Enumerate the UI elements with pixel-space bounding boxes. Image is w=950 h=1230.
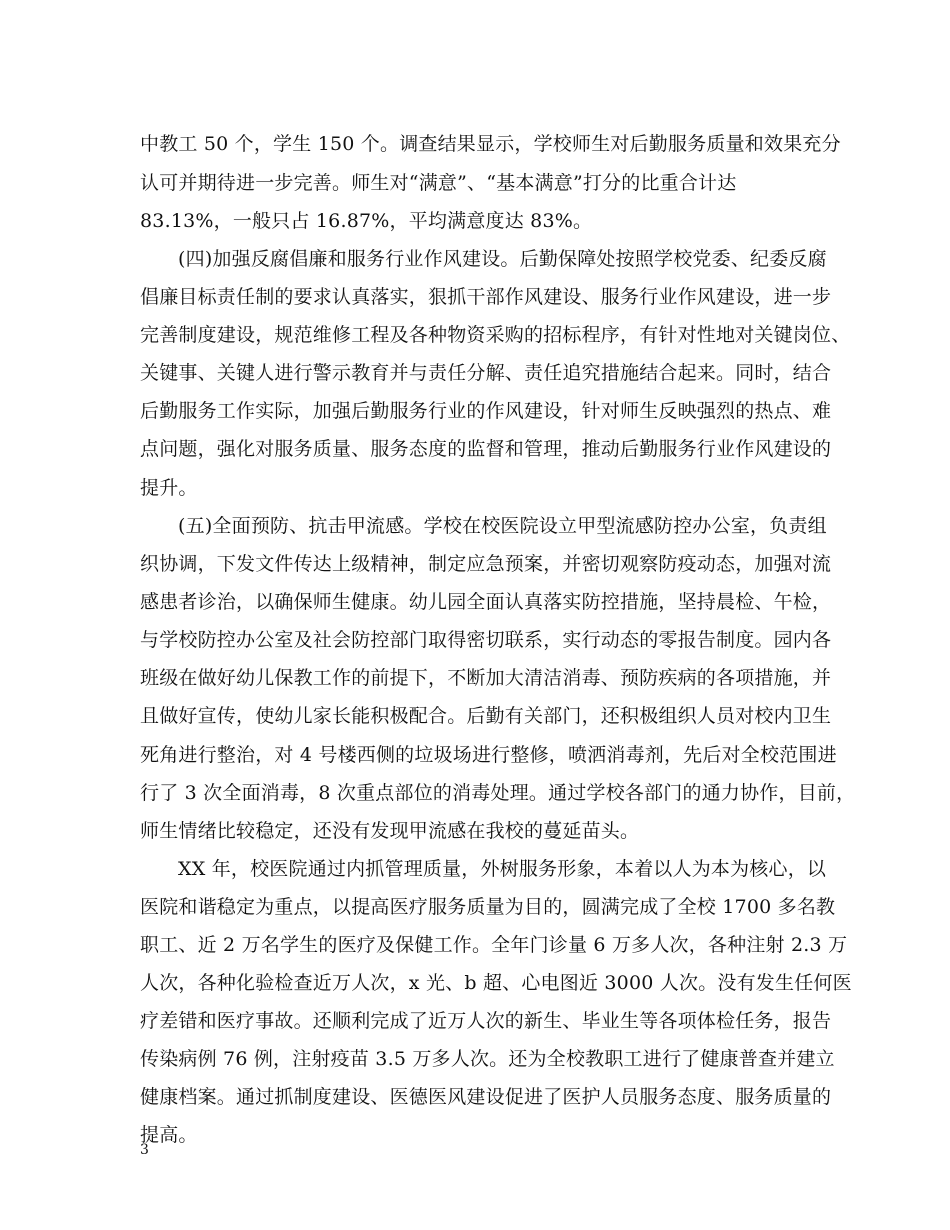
text-line: 人次，各种化验检查近万人次，x 光、b 超、心电图近 3000 人次。没有发生任何医 xyxy=(140,972,852,994)
text-line: 完善制度建设，规范维修工程及各种物资采购的招标程序，有针对性地对关键岗位、 xyxy=(140,324,851,346)
text-line: 认可并期待进一步完善。师生对“满意”、“基本满意”打分的比重合计达 xyxy=(140,172,737,194)
text-line: 健康档案。通过抓制度建设、医德医风建设促进了医护人员服务态度、服务质量的 xyxy=(140,1086,832,1108)
text-line: 织协调，下发文件传达上级精神，制定应急预案，并密切观察防疫动态，加强对流 xyxy=(140,553,832,575)
text-line: 师生情绪比较稳定，还没有发现甲流感在我校的蔓延苗头。 xyxy=(140,820,640,842)
text-line: 后勤服务工作实际，加强后勤服务行业的作风建设，针对师生反映强烈的热点、难 xyxy=(140,400,832,422)
text-line: 死角进行整治，对 4 号楼西侧的垃圾场进行整修，喷洒消毒剂，先后对全校范围进 xyxy=(140,744,837,766)
text-line: 提高。 xyxy=(140,1124,198,1146)
text-line: 83.13%，一般只占 16.87%，平均满意度达 83%。 xyxy=(140,210,593,232)
text-line: 感患者诊治，以确保师生健康。幼儿园全面认真落实防控措施，坚持晨检、午检， xyxy=(140,591,832,613)
paragraph-start-line: (四)加强反腐倡廉和服务行业作风建设。后勤保障处按照学校党委、纪委反腐 xyxy=(178,248,827,270)
text-line: 中教工 50 个，学生 150 个。调查结果显示，学校师生对后勤服务质量和效果充分 xyxy=(140,133,841,155)
text-line: 班级在做好幼儿保教工作的前提下，不断加大清洁消毒、预防疾病的各项措施，并 xyxy=(140,667,832,689)
text-line: 医院和谐稳定为重点，以提高医疗服务质量为目的，圆满完成了全校 1700 多名教 xyxy=(140,896,836,918)
text-line: 且做好宣传，使幼儿家长能积极配合。后勤有关部门，还积极组织人员对校内卫生 xyxy=(140,705,832,727)
text-line: 行了 3 次全面消毒，8 次重点部位的消毒处理。通过学校各部门的通力协作，目前， xyxy=(140,782,856,804)
text-line: 倡廉目标责任制的要求认真落实，狠抓干部作风建设、服务行业作风建设，进一步 xyxy=(140,286,832,308)
text-line: 疗差错和医疗事故。还顺利完成了近万人次的新生、毕业生等各项体检任务，报告 xyxy=(140,1010,832,1032)
text-line: 点问题，强化对服务质量、服务态度的监督和管理，推动后勤服务行业作风建设的 xyxy=(140,438,832,460)
paragraph-start-line: XX 年，校医院通过内抓管理质量，外树服务形象，本着以人为本为核心，以 xyxy=(178,858,827,880)
text-line: 提升。 xyxy=(140,477,198,499)
paragraph-start-line: (五)全面预防、抗击甲流感。学校在校医院设立甲型流感防控办公室，负责组 xyxy=(178,515,827,537)
text-line: 职工、近 2 万名学生的医疗及保健工作。全年门诊量 6 万多人次，各种注射 2.3 万 xyxy=(140,934,848,956)
text-line: 与学校防控办公室及社会防控部门取得密切联系，实行动态的零报告制度。园内各 xyxy=(140,629,832,651)
page-number: 3 xyxy=(140,1142,149,1158)
text-line: 关键事、关键人进行警示教育并与责任分解、责任追究措施结合起来。同时，结合 xyxy=(140,362,832,384)
text-line: 传染病例 76 例，注射疫苗 3.5 万多人次。还为全校教职工进行了健康普查并建立 xyxy=(140,1048,835,1070)
